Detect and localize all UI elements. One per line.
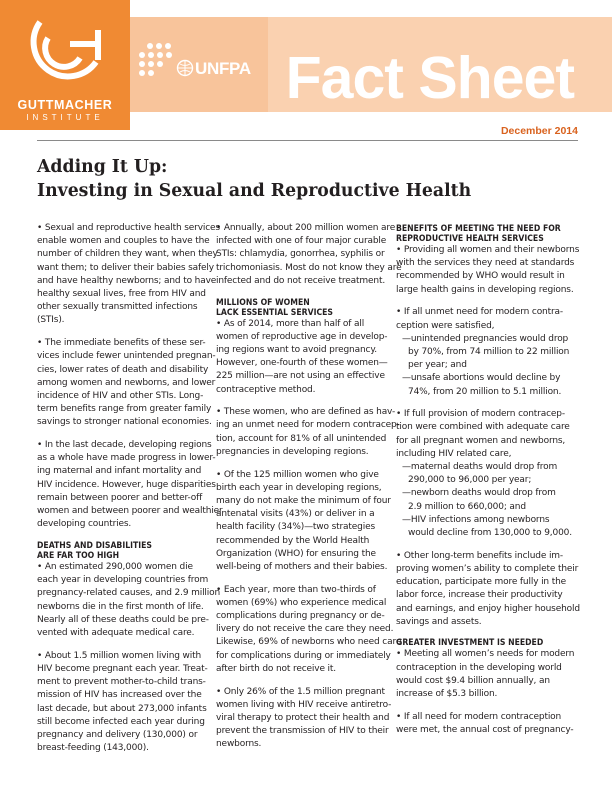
text-line: among women and newborns, and lower (37, 377, 216, 388)
text-line: vented with adequate medical care. (37, 627, 195, 638)
text-line: pregnancy and delivery (130,000) or (37, 729, 198, 740)
text-line: health facility (34%)—two strategies (216, 522, 376, 533)
text-line: including HIV related care, (396, 448, 512, 459)
text-line: newborns. (216, 739, 262, 750)
text-line: antenatal visits (43%) or deliver in a (216, 509, 375, 520)
text-line: other sexually transmitted infections (37, 302, 198, 313)
text-line: Nearly all of these deaths could be pre- (37, 614, 209, 625)
section-heading (216, 298, 388, 318)
text-line: tion, account for 81% of all unintended (216, 433, 387, 444)
text-line: ment to prevent mother-to-child trans- (37, 677, 206, 688)
text-line: • If all need for modern contraception (396, 711, 562, 722)
text-line: savings to stronger national economies. (37, 417, 212, 428)
sub-line: by 70%, from 74 million to 22 million (408, 346, 570, 357)
text-line: infected and do not receive treatment. (216, 275, 386, 286)
bullet-paragraph (37, 337, 216, 429)
text-line: women of reproductive age in develop- (216, 331, 388, 342)
text-line: • Of the 125 million women who give (216, 469, 379, 480)
text-line: ing an unmet need for modern contracep- (216, 420, 400, 431)
text-line: birth each year in developing regions, (216, 482, 382, 493)
text-line: Likewise, 69% of newborns who need care (216, 637, 402, 648)
text-line: tion were combined with adequate care (396, 422, 570, 433)
sub-line: —HIV infections among newborns (402, 514, 550, 525)
text-line: However, one-fourth of these women— (216, 358, 388, 369)
text-line: ing regions want to avoid pregnancy. (216, 344, 377, 355)
text-line: term benefits range from greater family (37, 404, 212, 415)
text-line: • If full provision of modern contracep- (396, 409, 565, 420)
text-line: cies, lower rates of death and disability (37, 364, 209, 375)
sub-line: 74%, from 20 million to 5.1 million. (408, 386, 562, 397)
text-line: healthy sexual lives, free from HIV and (37, 289, 206, 300)
heading-line: MILLIONS OF WOMEN (216, 297, 310, 308)
fact-sheet-title: Fact Sheet (285, 45, 574, 111)
heading-line: ARE FAR TOO HIGH (37, 550, 120, 561)
text-line: pregnancies in developing regions. (216, 446, 369, 457)
text-line: recommended by WHO would result in (396, 271, 565, 282)
text-line: mission of HIV has increased over the (37, 690, 202, 701)
text-line: women living with HIV receive antiretro- (216, 699, 392, 710)
sub-line: 290,000 to 96,000 per year; (408, 475, 532, 486)
section-heading (396, 224, 576, 244)
page-title (37, 155, 577, 203)
text-line: after birth do not receive it. (216, 663, 336, 674)
guttmacher-logo (0, 0, 130, 130)
unfpa-dots-icon (138, 42, 178, 82)
text-line: labor force, increase their productivity (396, 590, 563, 601)
text-line: savings and assets. (396, 616, 482, 627)
text-line: incidence of HIV and other STIs. Long- (37, 390, 204, 401)
text-line: for complications during or immediately (216, 650, 391, 661)
text-line: • Sexual and reproductive health services (37, 223, 220, 233)
text-line: proving women’s ability to complete their (396, 563, 579, 574)
heading-line: LACK ESSENTIAL SERVICES (216, 307, 333, 318)
heading-line: REPRODUCTIVE HEALTH SERVICES (396, 234, 544, 244)
text-line: pregnancy-related causes, and 2.9 million (37, 588, 221, 599)
text-line: increase of $5.3 billion. (396, 689, 498, 700)
text-line: • In the last decade, developing regions (37, 440, 212, 451)
bullet-paragraph (216, 686, 392, 752)
text-line: for all pregnant women and newborns, (396, 435, 566, 446)
text-line: breast-feeding (143,000). (37, 743, 149, 754)
column-2 (216, 222, 402, 761)
text-line: and earnings, and enjoy higher household (396, 603, 580, 614)
text-line: and have healthy newborns; and to have (37, 275, 217, 286)
text-line: 225 million—are not using an effective (216, 371, 385, 382)
text-line: want them; to deliver their babies safely (37, 262, 214, 273)
text-line: enable women and couples to have the (37, 236, 210, 247)
text-line: • About 1.5 million women living with (37, 650, 202, 661)
bullet-paragraph (37, 439, 223, 531)
text-line: • Meeting all women’s needs for modern (396, 649, 575, 660)
text-line: trichomoniasis. Most do not know they are (216, 262, 402, 273)
text-line: education, participate more fully in the (396, 577, 567, 588)
text-line: developing countries. (37, 519, 132, 530)
text-line: many do not make the minimum of four (216, 495, 391, 506)
text-line: ing maternal and infant mortality and (37, 466, 202, 477)
text-line: would cost $9.4 billion annually, an (396, 675, 550, 686)
sub-line: 2.9 million to 660,000; and (408, 501, 526, 512)
bullet-paragraph (396, 550, 580, 629)
text-line: contraceptive method. (216, 384, 316, 395)
text-line: • Annually, about 200 million women are (216, 223, 396, 233)
text-line: with the services they need at standards (396, 258, 575, 269)
text-line: HIV become pregnant each year. Treat- (37, 663, 208, 674)
text-line: ception were satisfied, (396, 320, 495, 331)
bullet-paragraph (37, 650, 209, 756)
heading-line: GREATER INVESTMENT IS NEEDED (396, 638, 544, 649)
title-line-1: Adding It Up: (37, 157, 168, 177)
text-line: viral therapy to protect their health and (216, 713, 390, 723)
text-line: • The immediate benefits of these ser- (37, 338, 206, 349)
text-line: recommended by the World Health (216, 535, 370, 546)
un-emblem-icon (176, 59, 194, 77)
bullet-paragraph (216, 406, 400, 459)
unfpa-wordmark: UNFPA (195, 59, 251, 78)
text-line: • Only 26% of the 1.5 million pregnant (216, 686, 385, 697)
text-line: HIV incidence. However, huge disparities (37, 479, 216, 490)
text-line: contraception in the developing world (396, 662, 562, 673)
text-line: • Other long-term benefits include im- (396, 550, 564, 561)
text-line: STIs: chlamydia, gonorrhea, syphilis or (216, 249, 385, 260)
column-1 (37, 222, 223, 765)
bullet-paragraph (396, 711, 576, 737)
column-3 (396, 222, 580, 747)
bullet-paragraph (396, 408, 576, 540)
text-line: newborns die in the first month of life. (37, 601, 204, 612)
text-line: as a whole have made progress in lower- (37, 453, 216, 464)
text-line: livery do not receive the care they need. (216, 624, 394, 635)
text-line: number of children they want, when they (37, 249, 218, 260)
text-line: • An estimated 290,000 women die (37, 561, 193, 572)
text-line: • If all unmet need for modern contra- (396, 307, 564, 318)
sub-line: per year; and (408, 360, 467, 371)
bullet-paragraph (216, 584, 402, 676)
text-line: • These women, who are defined as hav- (216, 407, 396, 418)
bullet-paragraph (37, 561, 221, 640)
text-line: prevent the transmission of HIV to their (216, 726, 389, 737)
heading-line: DEATHS AND DISABILITIES (37, 540, 152, 551)
text-line: large health gains in developing regions. (396, 284, 574, 295)
text-line: • Providing all women and their newborns (396, 245, 580, 255)
heading-line: BENEFITS OF MEETING THE NEED FOR (396, 224, 561, 234)
text-line: remain between poorer and better-off (37, 492, 203, 503)
sub-line: —unintended pregnancies would drop (402, 333, 569, 344)
text-line: women and between poorer and wealthier (37, 506, 223, 517)
section-heading (37, 541, 209, 561)
text-line: vices include fewer unintended pregnan- (37, 351, 216, 362)
publication-date: December 2014 (500, 125, 578, 137)
section-heading (396, 638, 576, 648)
sub-line: —unsafe abortions would decline by (402, 373, 561, 384)
bullet-paragraph (216, 318, 388, 397)
text-line: women (69%) who experience medical (216, 597, 387, 608)
guttmacher-mark-icon (0, 0, 130, 100)
guttmacher-name: GUTTMACHER (17, 98, 113, 112)
bullet-paragraph (396, 648, 576, 701)
title-line-2: Investing in Sexual and Reproductive Health (37, 181, 472, 201)
text-line: last decade, but about 273,000 infants (37, 703, 207, 714)
bullet-paragraph (216, 222, 402, 288)
text-line: infected with one of four major curable (216, 236, 387, 247)
text-line: • As of 2014, more than half of all (216, 318, 365, 329)
sub-line: —maternal deaths would drop from (402, 462, 558, 473)
divider (37, 140, 578, 141)
bullet-paragraph (37, 222, 220, 328)
text-line: each year in developing countries from (37, 575, 209, 586)
text-line: complications during pregnancy or de- (216, 611, 385, 622)
text-line: were met, the annual cost of pregnancy- (396, 725, 574, 735)
sub-line: —newborn deaths would drop from (402, 488, 556, 499)
text-line: Organization (WHO) for ensuring the (216, 548, 376, 559)
text-line: still become infected each year during (37, 716, 205, 727)
text-line: well-being of mothers and their babies. (216, 561, 388, 572)
sub-line: would decline from 130,000 to 9,000. (408, 528, 572, 539)
text-line: (STIs). (37, 315, 65, 326)
bullet-paragraph (396, 306, 576, 398)
guttmacher-institute: INSTITUTE (26, 113, 104, 122)
bullet-paragraph (216, 469, 391, 575)
text-line: • Each year, more than two-thirds of (216, 584, 376, 595)
bullet-paragraph (396, 244, 580, 297)
